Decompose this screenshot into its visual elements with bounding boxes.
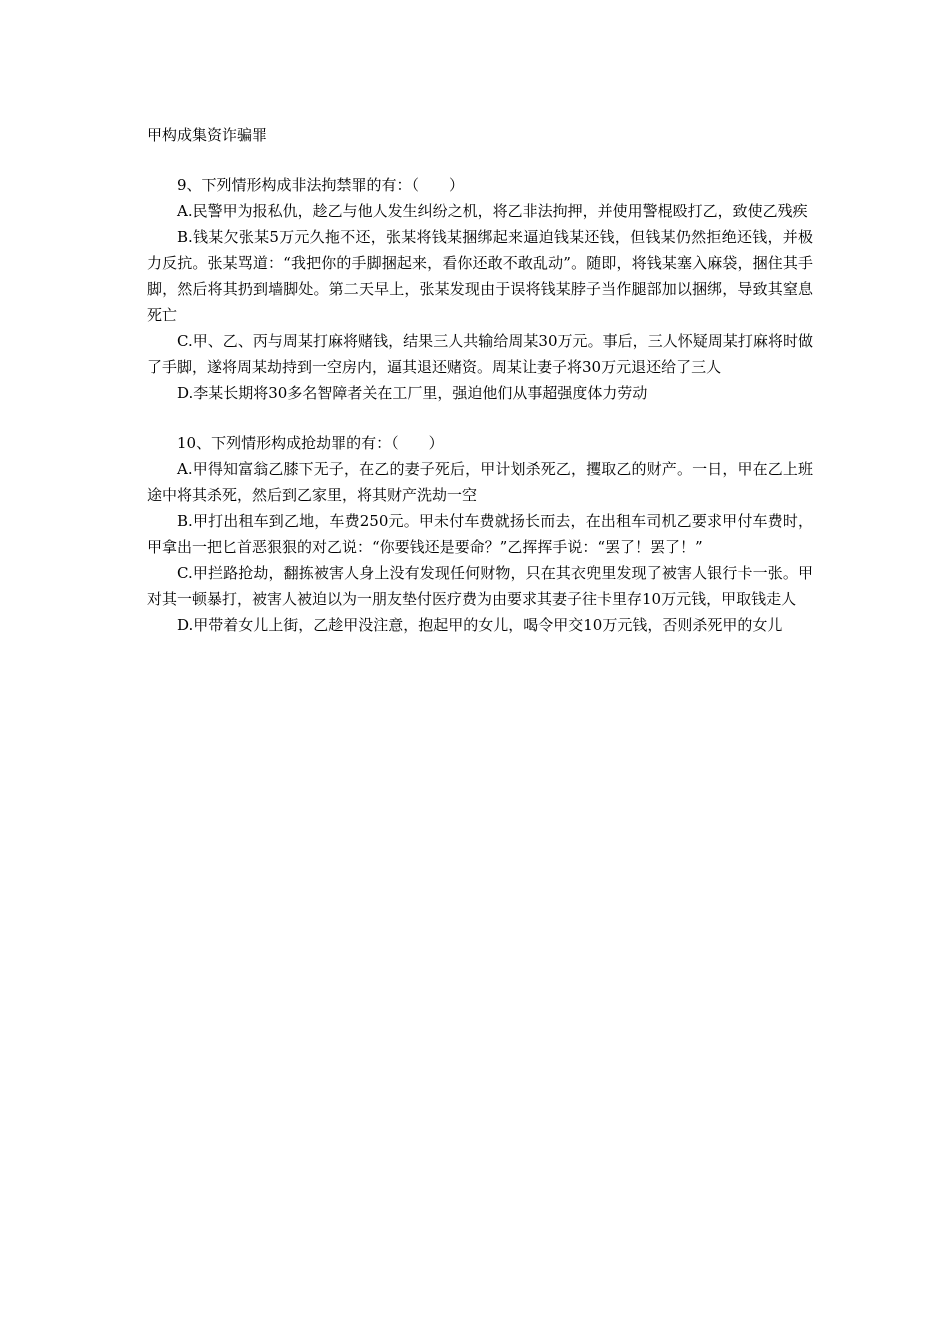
document-body — [147, 122, 813, 638]
question-9 — [147, 172, 813, 406]
question-stem: 10、下列情形构成抢劫罪的有：（ ） — [177, 434, 444, 452]
option-c: C.甲拦路抢劫，翻拣被害人身上没有发现任何财物，只在其衣兜里发现了被害人银行卡一张。甲对其一顿暴打，被害人被迫以为一朋友垫付医疗费为由要求其妻子往卡里存10万元钱，甲取钱走人 — [147, 564, 813, 608]
option-d: D.甲带着女儿上街，乙趁甲没注意，抱起甲的女儿，喝令甲交10万元钱，否则杀死甲的女儿 — [177, 616, 783, 634]
question-stem: 9、下列情形构成非法拘禁罪的有：（ ） — [177, 176, 465, 194]
previous-answer-continuation: 甲构成集资诈骗罪 — [147, 126, 268, 144]
option-b: B.钱某欠张某5万元久拖不还，张某将钱某捆绑起来逼迫钱某还钱，但钱某仍然拒绝还钱，并极力反抗。张某骂道：“我把你的手脚捆起来，看你还敢不敢乱动”。随即，将钱某塞入麻袋，捆住其手脚，然后将其扔到墙脚处。第二天早上，张某发现由于误将钱某脖子当作腿部加以捆绑，导致其窒息死亡 — [147, 228, 813, 324]
option-d: D.李某长期将30多名智障者关在工厂里，强迫他们从事超强度体力劳动 — [177, 384, 648, 402]
option-b: B.甲打出租车到乙地，车费250元。甲未付车费就扬长而去，在出租车司机乙要求甲付车费时，甲拿出一把匕首恶狠狠的对乙说：“你要钱还是要命？”乙挥挥手说：“罢了！罢了！” — [147, 512, 813, 556]
question-10 — [147, 430, 813, 638]
option-c: C.甲、乙、丙与周某打麻将赌钱，结果三人共输给周某30万元。事后，三人怀疑周某打麻将时做了手脚，遂将周某劫持到一空房内，逼其退还赌资。周某让妻子将30万元退还给了三人 — [147, 332, 813, 376]
option-a: A.甲得知富翁乙膝下无子，在乙的妻子死后，甲计划杀死乙，攫取乙的财产。一日，甲在乙上班途中将其杀死，然后到乙家里，将其财产洗劫一空 — [147, 460, 813, 504]
option-a: A.民警甲为报私仇，趁乙与他人发生纠纷之机，将乙非法拘押，并使用警棍殴打乙，致使乙残疾 — [177, 202, 808, 220]
